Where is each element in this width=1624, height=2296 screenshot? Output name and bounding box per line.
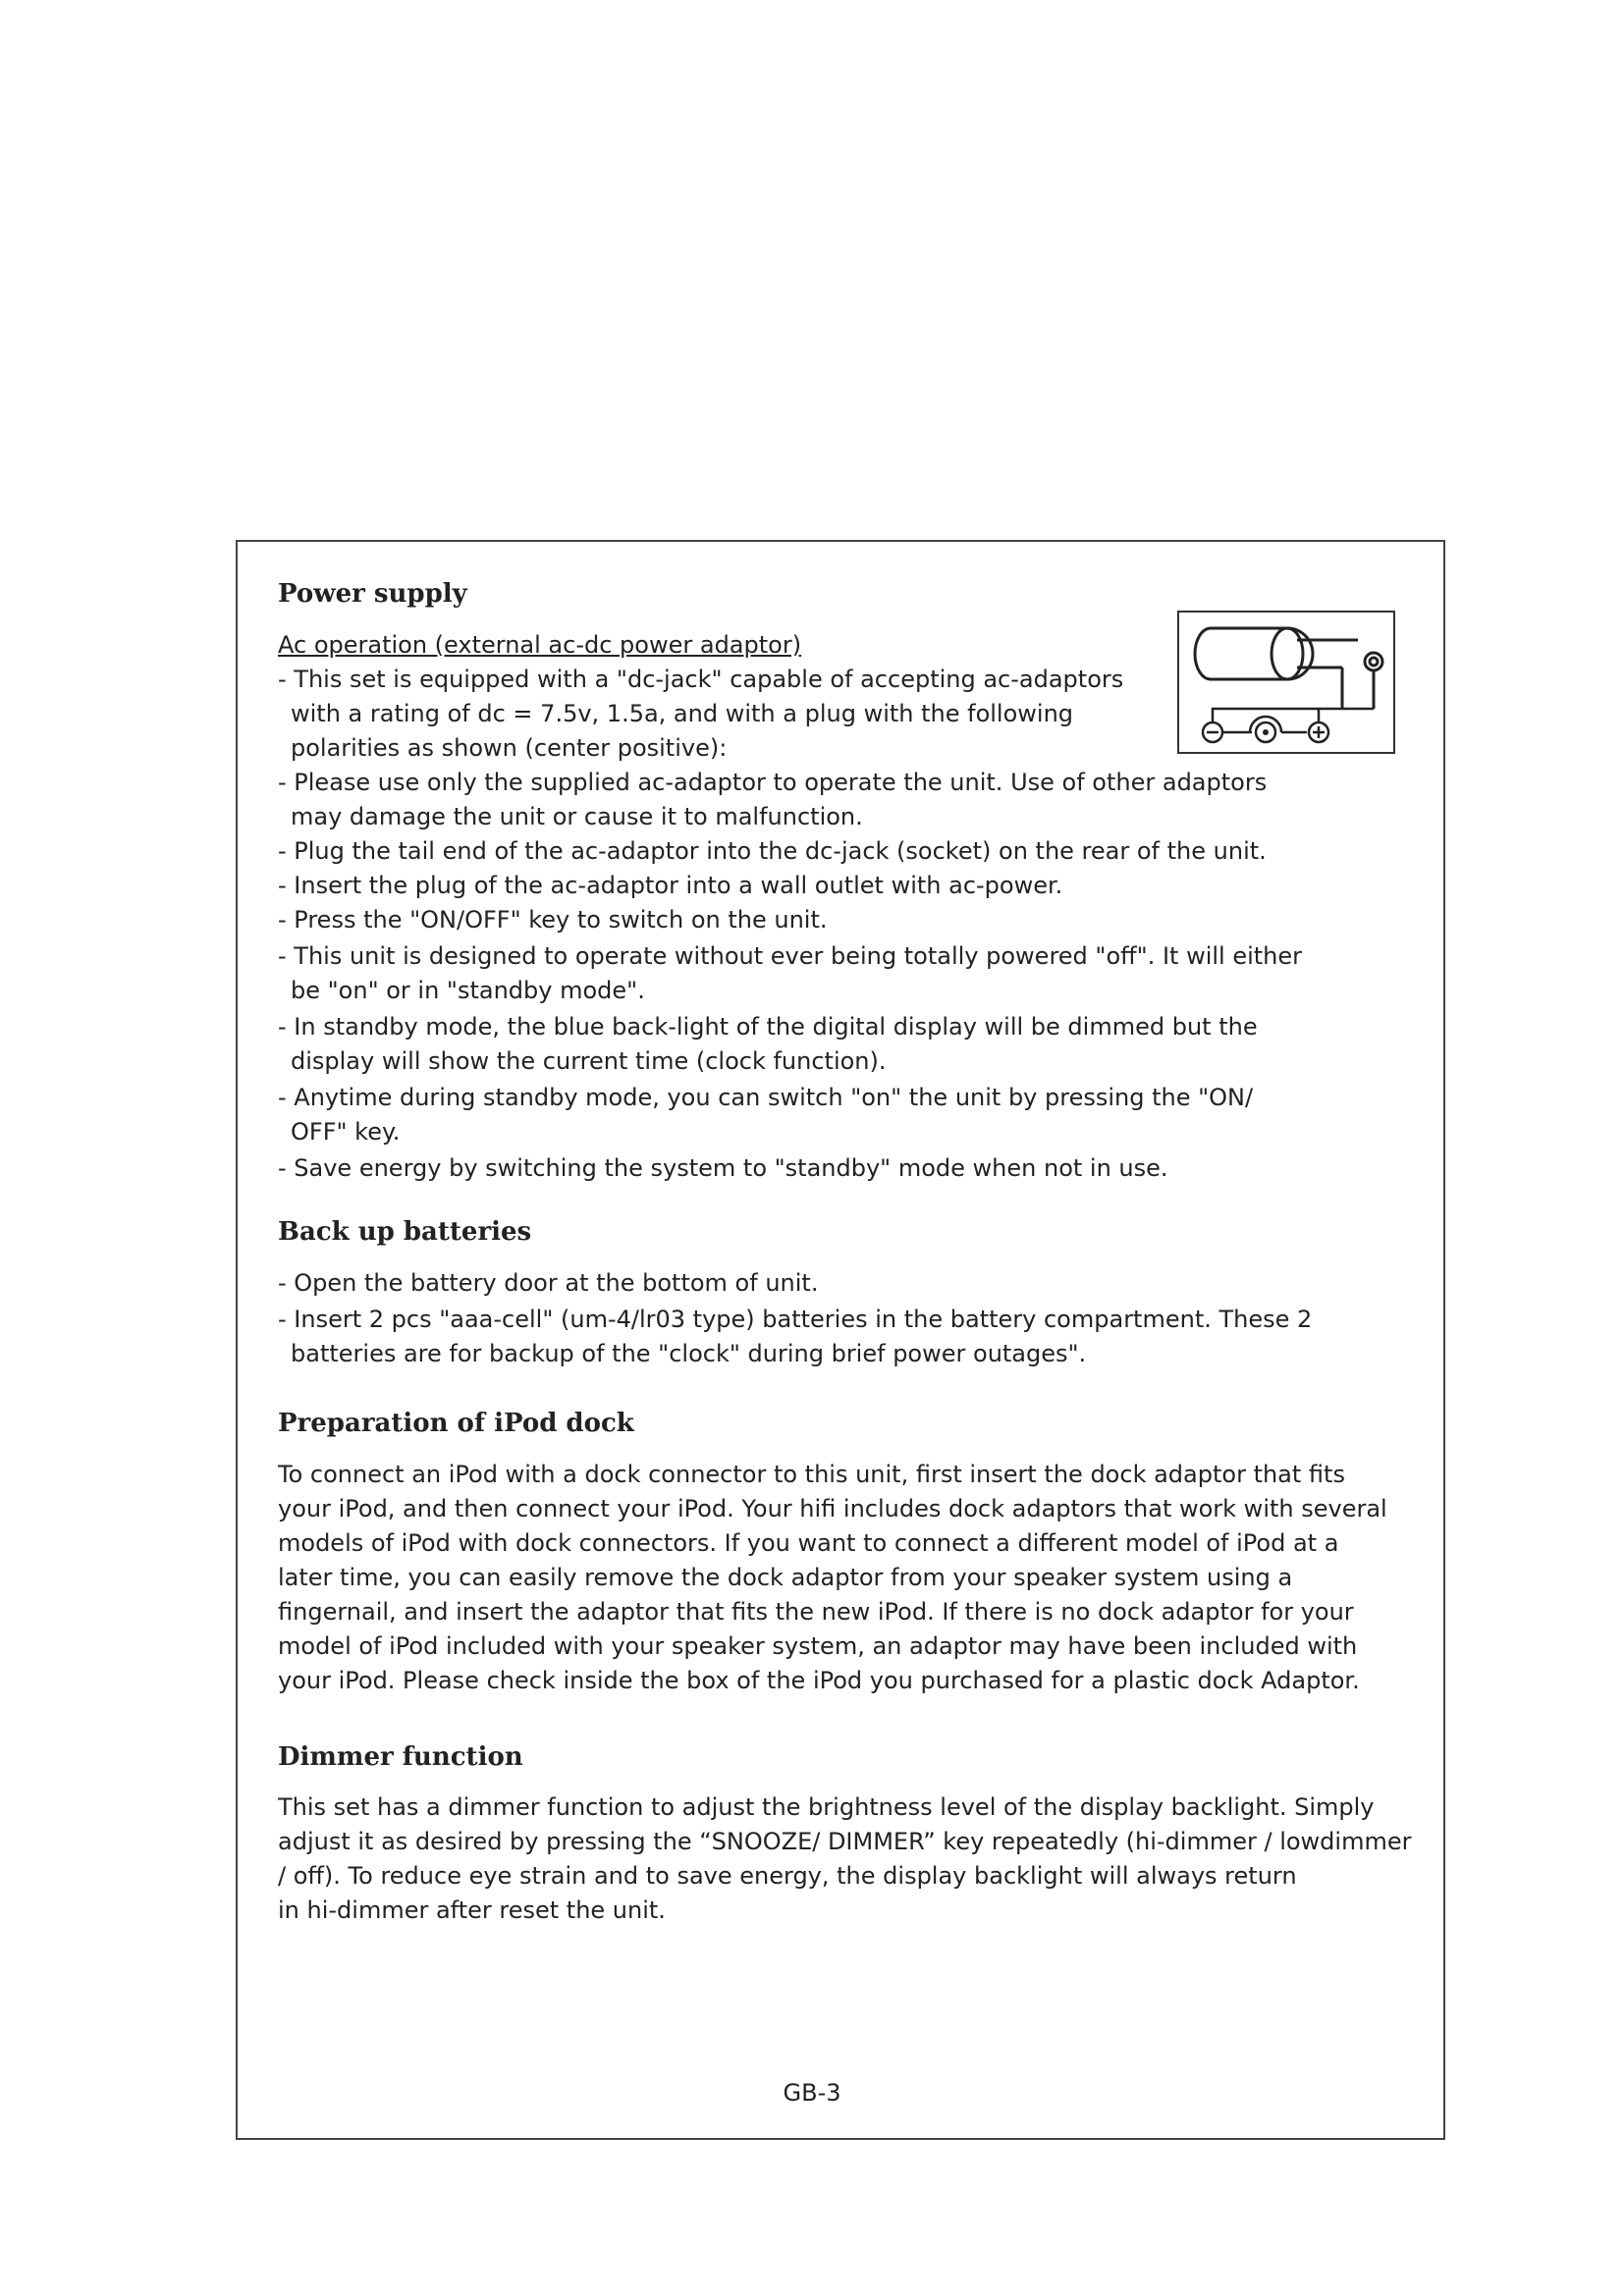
power-supply-heading: Power supply <box>278 579 467 609</box>
power-line-9: - This unit is designed to operate without ever being totally powered "off". It will either <box>278 942 1303 970</box>
ipod-line-2: your iPod, and then connect your iPod. Your hifi includes dock adaptors that work with several <box>278 1495 1387 1522</box>
power-line-10: be "on" or in "standby mode". <box>291 977 645 1004</box>
dimmer-line-3: / off). To reduce eye strain and to save energy, the display backlight will always return <box>278 1862 1297 1890</box>
dimmer-line-4: in hi-dimmer after reset the unit. <box>278 1896 666 1924</box>
page-number: GB-3 <box>783 2079 841 2107</box>
power-line-8: - Press the "ON/OFF" key to switch on the unit. <box>278 906 828 934</box>
battery-line-2: - Insert 2 pcs "aaa-cell" (um-4/lr03 type) batteries in the battery compartment. These 2 <box>278 1306 1313 1333</box>
ipod-line-5: fingernail, and insert the adaptor that fits the new iPod. If there is no dock adaptor for your <box>278 1598 1354 1626</box>
power-line-3: polarities as shown (center positive): <box>291 734 728 762</box>
backup-batteries-heading: Back up batteries <box>278 1217 532 1247</box>
power-line-2: with a rating of dc = 7.5v, 1.5a, and with a plug with the following <box>291 700 1074 727</box>
dimmer-line-1: This set has a dimmer function to adjust the brightness level of the display backlight. Simply <box>278 1793 1375 1821</box>
ipod-line-3: models of iPod with dock connectors. If you want to connect a different model of iPod at a <box>278 1529 1339 1557</box>
power-line-7: - Insert the plug of the ac-adaptor into a wall outlet with ac-power. <box>278 872 1063 899</box>
power-line-1: - This set is equipped with a "dc-jack" capable of accepting ac-adaptors <box>278 666 1124 693</box>
ac-operation-subheading: Ac operation (external ac-dc power adaptor) <box>278 631 802 659</box>
ipod-line-4: later time, you can easily remove the dock adaptor from your speaker system using a <box>278 1564 1293 1591</box>
power-line-13: - Anytime during standby mode, you can switch "on" the unit by pressing the "ON/ <box>278 1084 1254 1111</box>
power-line-5: may damage the unit or cause it to malfunction. <box>291 803 863 830</box>
battery-line-1: - Open the battery door at the bottom of unit. <box>278 1269 819 1297</box>
ipod-dock-heading: Preparation of iPod dock <box>278 1409 634 1438</box>
ipod-line-6: model of iPod included with your speaker system, an adaptor may have been included with <box>278 1632 1358 1660</box>
power-line-12: display will show the current time (clock function). <box>291 1047 887 1075</box>
dimmer-function-heading: Dimmer function <box>278 1742 523 1772</box>
power-line-14: OFF" key. <box>291 1118 401 1146</box>
ipod-line-7: your iPod. Please check inside the box of the iPod you purchased for a plastic dock Adaptor. <box>278 1667 1360 1694</box>
power-line-4: - Please use only the supplied ac-adaptor to operate the unit. Use of other adaptors <box>278 769 1268 796</box>
power-line-6: - Plug the tail end of the ac-adaptor into the dc-jack (socket) on the rear of the unit. <box>278 837 1267 865</box>
battery-line-3: batteries are for backup of the "clock" during brief power outages". <box>291 1340 1087 1367</box>
dimmer-line-2: adjust it as desired by pressing the “SNOOZE/ DIMMER” key repeatedly (hi-dimmer / lowdimmer <box>278 1828 1412 1855</box>
dc-jack-polarity-diagram <box>1177 611 1395 754</box>
power-line-15: - Save energy by switching the system to "standby" mode when not in use. <box>278 1154 1168 1182</box>
ipod-line-1: To connect an iPod with a dock connector to this unit, first insert the dock adaptor that fits <box>278 1461 1345 1488</box>
power-line-11: - In standby mode, the blue back-light of the digital display will be dimmed but the <box>278 1013 1258 1041</box>
